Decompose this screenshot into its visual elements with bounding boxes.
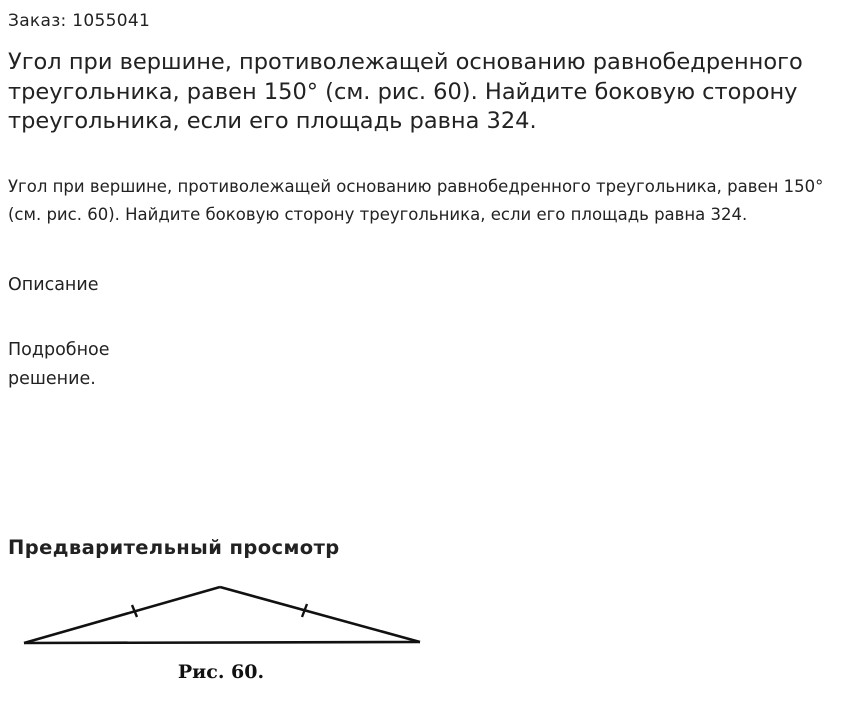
triangle-left-side xyxy=(24,587,220,643)
description-label: Описание xyxy=(8,275,99,295)
triangle-right-side xyxy=(220,587,420,642)
solution-note: Подробное решение. xyxy=(8,340,110,389)
task-text: Угол при вершине, противолежащей основанию равнобедренного треугольника, равен 150° (см. рис. 60). Найдите боковую сторону треугольника, если его площадь равна 324. xyxy=(8,177,824,224)
figure-caption: Рис. 60. xyxy=(177,661,265,683)
isosceles-triangle xyxy=(24,587,420,643)
triangle-base xyxy=(24,642,420,643)
preview-title: Предварительный просмотр xyxy=(8,536,340,559)
task-headline: Угол при вершине, противолежащей основанию равнобедренного треугольника, равен 150° (см. рис. 60). Найдите боковую сторону треугольника, если его площадь равна 324. xyxy=(8,49,803,134)
order-number: Заказ: 1055041 xyxy=(8,11,151,31)
triangle-figure xyxy=(0,570,440,695)
